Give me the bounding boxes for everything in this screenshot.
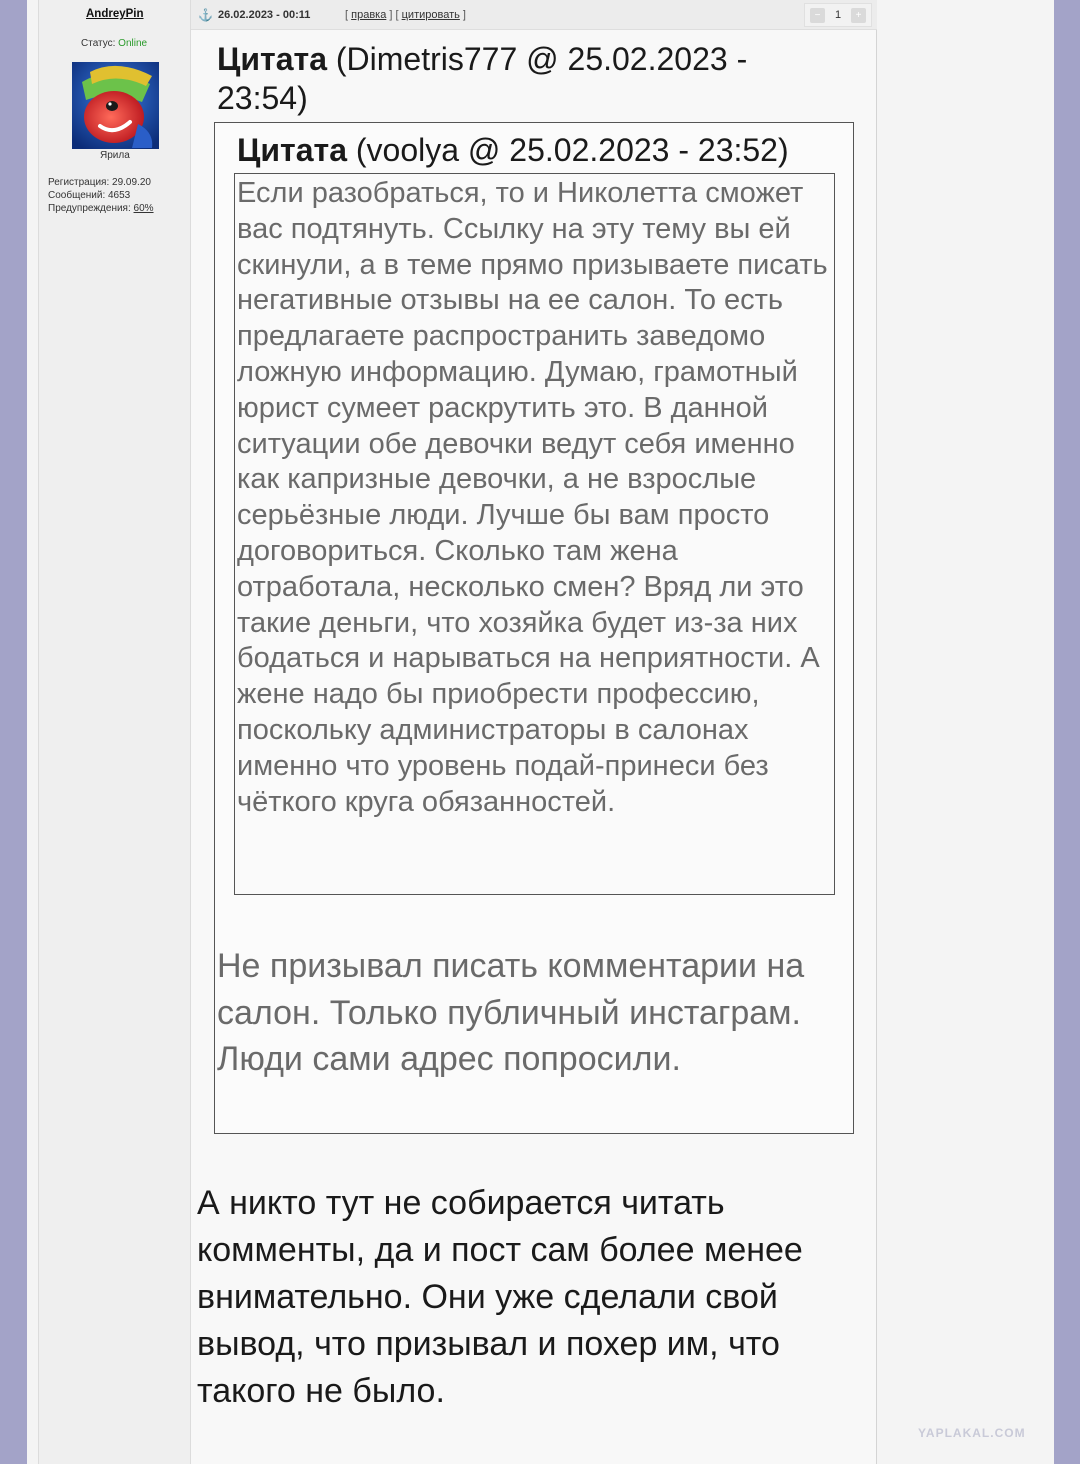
status-online: Online [118,38,148,49]
avatar-fish-image [72,62,159,149]
user-status [81,38,147,49]
rating-widget [804,3,872,27]
inner-quote-title [237,130,837,170]
message-count: Сообщений: 4653 [48,190,131,201]
thumb-up-icon[interactable]: + [851,8,866,23]
inner-quote-text: Если разобраться, то и Николетта сможет вас подтянуть. Ссылку на эту тему вы ей скинули, а в теме прямо призываете писать негативные отзывы на ее салон. То есть предлагаете распространить заведомо ложную информацию. Думаю, грамотный юрист сумеет раскрутить это. В данной ситуации обе девочки ведут себя именно как капризные девочки, а не взрослые серьёзные люди. Лучше бы вам просто договориться. Сколько там жена отработала, несколько смен? Вряд ли это такие деньги, что хозяйка будет из-за них бодаться и нарываться на неприятности. А жене надо бы приобрести профессию, поскольку администраторы в салонах именно что уровень подай-принеси без чёткого круга обязанностей. [237,177,828,818]
registration-date: Регистрация: 29.09.20 [48,177,151,188]
post-date: 26.02.2023 - 00:11 [218,9,311,21]
thumb-down-icon[interactable]: − [810,8,825,23]
user-stats [48,176,154,215]
outer-quote-meta: (Dimetris777 @ 25.02.2023 - 23:54) [217,41,748,116]
user-sidebar [38,0,191,1464]
warnings-label: Предупреждения: [48,203,134,214]
outer-quote-title [217,40,817,118]
inner-quote-meta: (voolya @ 25.02.2023 - 23:52) [346,132,789,168]
user-rank: Ярила [100,150,130,161]
warnings-line [48,202,154,215]
outer-quote-label: Цитата [217,41,327,77]
inner-quote-label: Цитата [237,132,347,168]
outer-quote-text: Не призывал писать комментарии на салон. Только публичный инстаграм. Люди сами адрес попросили. [217,947,805,1078]
edit-link[interactable]: правка [351,9,387,21]
site-watermark: YAPLAKAL.COM [918,1426,1026,1440]
post-actions: [ правка ] [ цитировать ] [345,9,466,21]
username-link[interactable]: AndreyPin [86,8,144,20]
anchor-icon[interactable]: ⚓ [198,8,213,22]
post-body-text: А никто тут не собирается читать комменты, да и пост сам более менее внимательно. Они уже сделали свой вывод, что призывал и похер им, что такого не было. [197,1184,803,1410]
quote-link[interactable]: цитировать [401,9,460,21]
status-label: Статус: [81,38,119,49]
rating-value: 1 [835,9,842,21]
warnings-value[interactable]: 60% [133,203,154,214]
avatar[interactable] [72,62,159,149]
